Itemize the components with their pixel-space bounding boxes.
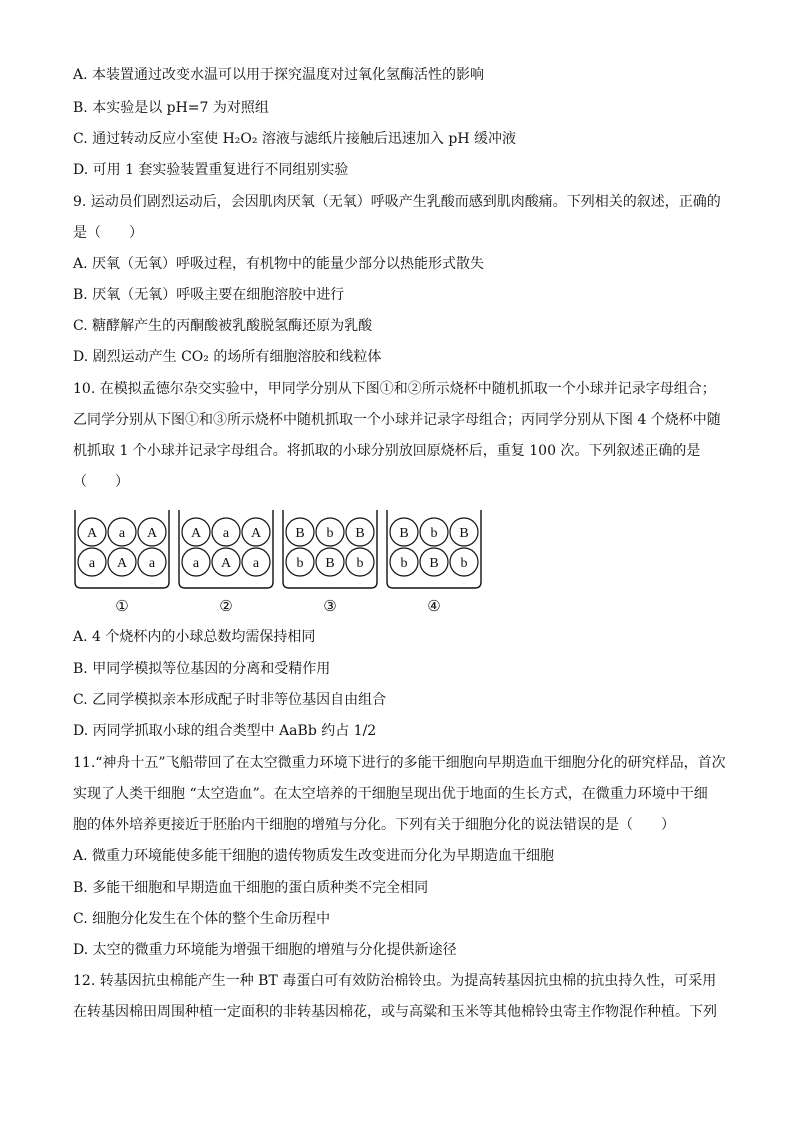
beaker-figure: [73, 508, 493, 618]
ball-letter: A: [86, 526, 98, 541]
ball-letter: B: [325, 556, 335, 571]
question-12-line-2: 在转基因棉田周围种植一定面积的非转基因棉花，或与高粱和玉米等其他棉铃虫寄主作物混作种植。下列: [73, 1004, 717, 1020]
beaker-label: ②: [219, 597, 233, 615]
ball-letter: a: [192, 556, 200, 571]
ball-letter: B: [295, 526, 305, 541]
option-9a: A. 厌氧（无氧）呼吸过程，有机物中的能量少部分以热能形式散失: [73, 256, 485, 272]
option-8c: C. 通过转动反应小室使 H₂O₂ 溶液与滤纸片接触后迅速加入 pH 缓冲液: [73, 131, 516, 147]
option-8a: A. 本装置通过改变水温可以用于探究温度对过氧化氢酶活性的影响: [73, 67, 485, 83]
beaker-diagram: [73, 508, 493, 618]
ball-letter: A: [116, 556, 128, 571]
option-11d: D. 太空的微重力环境能为增强干细胞的增殖与分化提供新途径: [73, 942, 457, 958]
option-10d: D. 丙同学抓取小球的组合类型中 AaBb 约占 1/2: [73, 723, 377, 739]
ball-letter: b: [356, 556, 364, 571]
ball-letter: B: [429, 556, 439, 571]
ball-letter: A: [190, 526, 202, 541]
question-11-line-3: 胞的体外培养更接近于胚胎内干细胞的增殖与分化。下列有关于细胞分化的说法错误的是（ ）: [73, 817, 675, 833]
option-8b: B. 本实验是以 pH=7 为对照组: [73, 100, 269, 116]
ball-letter: b: [430, 526, 438, 541]
ball-letter: A: [250, 526, 262, 541]
question-10-line-4: （ ）: [73, 474, 129, 490]
option-9c: C. 糖酵解产生的丙酮酸被乳酸脱氢酶还原为乳酸: [73, 318, 373, 334]
question-10-line-1: 10. 在模拟孟德尔杂交实验中，甲同学分别从下图①和②所示烧杯中随机抓取一个小球并记录字母组合；: [73, 381, 716, 397]
beaker-4: [387, 510, 481, 615]
ball-letter: a: [88, 556, 96, 571]
option-8d: D. 可用 1 套实验装置重复进行不同组别实验: [73, 162, 349, 178]
option-11b: B. 多能干细胞和早期造血干细胞的蛋白质种类不完全相同: [73, 880, 429, 896]
ball-letter: A: [146, 526, 158, 541]
option-10c: C. 乙同学模拟亲本形成配子时非等位基因自由组合: [73, 692, 387, 708]
ball-letter: B: [459, 526, 469, 541]
ball-letter: b: [400, 556, 408, 571]
option-10a: A. 4 个烧杯内的小球总数均需保持相同: [73, 629, 316, 645]
ball-letter: B: [399, 526, 409, 541]
beaker-label: ④: [427, 597, 441, 615]
beaker-label: ①: [115, 597, 129, 615]
ball-letter: b: [296, 556, 304, 571]
ball-letter: b: [326, 526, 334, 541]
option-9b: B. 厌氧（无氧）呼吸主要在细胞溶胶中进行: [73, 287, 345, 303]
question-10-line-3: 机抓取 1 个小球并记录字母组合。将抓取的小球分别放回原烧杯后，重复 100 次。下列叙述正确的是: [73, 443, 701, 459]
beaker-2: [179, 510, 273, 615]
ball-letter: b: [460, 556, 468, 571]
question-9-line-1: 9. 运动员们剧烈运动后，会因肌肉厌氧（无氧）呼吸产生乳酸而感到肌肉酸痛。下列相关的叙述，正确的: [73, 194, 721, 210]
ball-letter: a: [118, 526, 126, 541]
ball-letter: a: [252, 556, 260, 571]
ball-letter: a: [148, 556, 156, 571]
question-12-line-1: 12. 转基因抗虫棉能产生一种 BT 毒蛋白可有效防治棉铃虫。为提高转基因抗虫棉的抗虫持久性，可采用: [73, 973, 717, 989]
option-11c: C. 细胞分化发生在个体的整个生命历程中: [73, 911, 331, 927]
beaker-1: [75, 510, 169, 615]
question-11-line-1: 11.“神舟十五”飞船带回了在太空微重力环境下进行的多能干细胞向早期造血干细胞分化的研究样品，首次: [73, 755, 726, 771]
option-10b: B. 甲同学模拟等位基因的分离和受精作用: [73, 661, 331, 677]
option-9d: D. 剧烈运动产生 CO₂ 的场所有细胞溶胶和线粒体: [73, 349, 382, 365]
beaker-3: [283, 510, 377, 615]
question-11-line-2: 实现了人类干细胞 “太空造血”。在太空培养的干细胞呈现出优于地面的生长方式，在微重力环境中干细: [73, 786, 708, 802]
ball-letter: A: [220, 556, 232, 571]
question-10-line-2: 乙同学分别从下图①和③所示烧杯中随机抓取一个小球并记录字母组合；丙同学分别从下图 4 个烧杯中随: [73, 412, 721, 428]
option-11a: A. 微重力环境能使多能干细胞的遗传物质发生改变进而分化为早期造血干细胞: [73, 848, 555, 864]
question-9-line-2: 是（ ）: [73, 225, 143, 241]
ball-letter: B: [355, 526, 365, 541]
beaker-label: ③: [323, 597, 337, 615]
ball-letter: a: [222, 526, 230, 541]
